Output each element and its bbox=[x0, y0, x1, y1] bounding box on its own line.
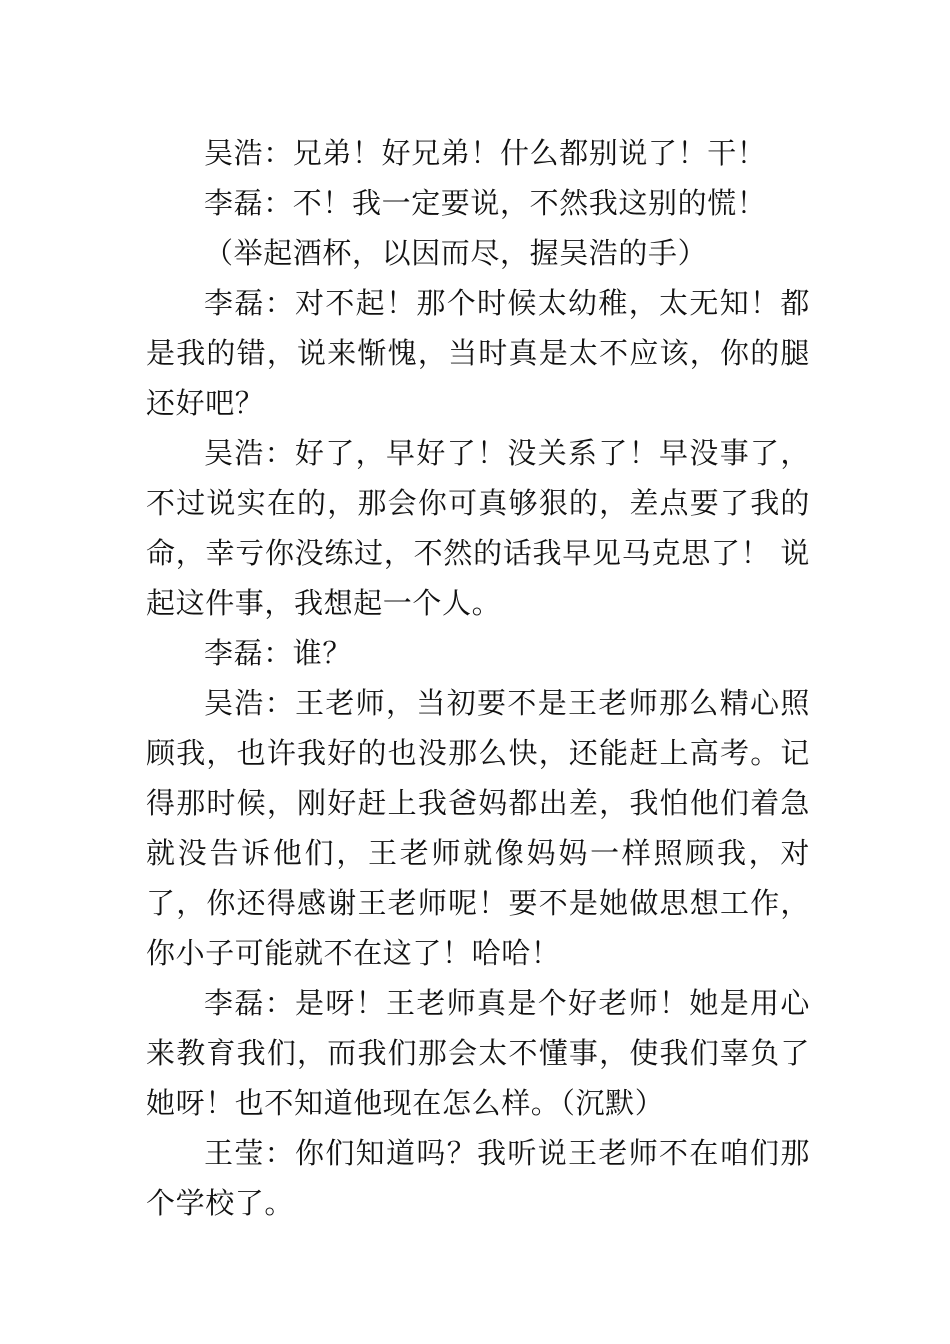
dialogue-line: 吴浩：好了，早好了！没关系了！早没事了，不过说实在的，那会你可真够狠的，差点要了我的命，幸亏你没练过，不然的话我早见马克思了！ 说起这件事，我想起一个人。 bbox=[146, 436, 810, 620]
dialogue-line: 吴浩：兄弟！好兄弟！什么都别说了！干！ bbox=[204, 136, 767, 170]
dialogue-line: 李磊：对不起！那个时候太幼稚，太无知！都是我的错，说来惭愧，当时真是太不应该，你的腿还好吧？ bbox=[146, 286, 810, 420]
dialogue-line: 李磊：谁？ bbox=[204, 636, 353, 670]
dialogue-line: 李磊：是呀！王老师真是个好老师！她是用心来教育我们，而我们那会太不懂事，使我们辜负了她呀！也不知道他现在怎么样。（沉默） bbox=[146, 986, 810, 1120]
document-body bbox=[146, 128, 810, 1228]
dialogue-line: 李磊：不！我一定要说，不然我这别的慌！ bbox=[204, 186, 767, 220]
stage-direction: （举起酒杯，以因而尽，握吴浩的手） bbox=[204, 236, 708, 270]
dialogue-line: 王莹：你们知道吗？我听说王老师不在咱们那个学校了。 bbox=[146, 1136, 810, 1220]
dialogue-line: 吴浩：王老师，当初要不是王老师那么精心照顾我，也许我好的也没那么快，还能赶上高考。记得那时候，刚好赶上我爸妈都出差，我怕他们着急就没告诉他们，王老师就像妈妈一样照顾我，对了，你还得感谢王老师呢！要不是她做思想工作，你小子可能就不在这了！哈哈！ bbox=[146, 686, 810, 970]
